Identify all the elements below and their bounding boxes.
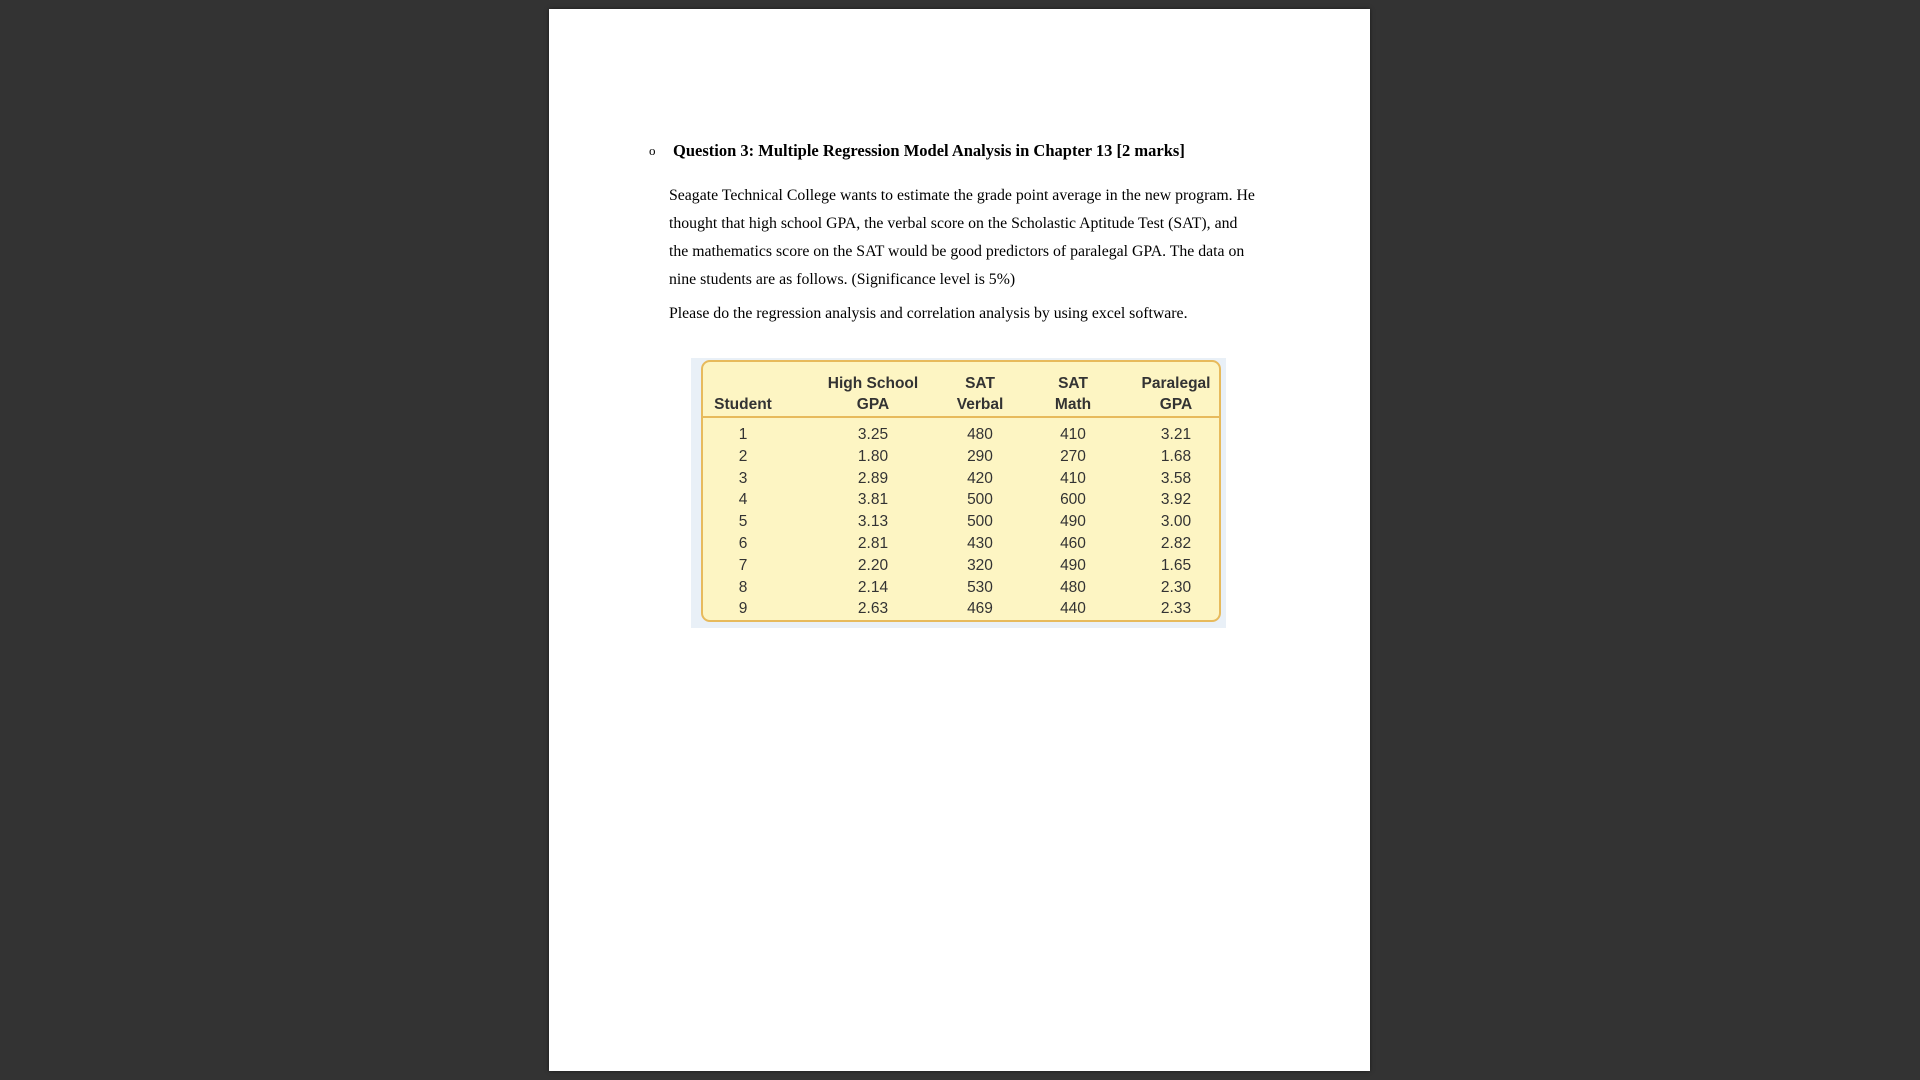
table-row bbox=[703, 446, 1219, 468]
table-row bbox=[703, 468, 1219, 490]
cell-paralegal-gpa: 3.92 bbox=[1160, 491, 1192, 509]
cell-high-school-gpa: 3.25 bbox=[857, 426, 889, 443]
cell-high-school-gpa: 2.20 bbox=[857, 556, 889, 574]
cell-sat-math: 490 bbox=[1060, 513, 1086, 531]
instruction-text: Please do the regression analysis and correlation analysis by using excel software. bbox=[669, 305, 1188, 322]
cell-high-school-gpa: 1.80 bbox=[857, 447, 889, 465]
cell-paralegal-gpa: 3.58 bbox=[1160, 469, 1192, 487]
cell-sat-math: 270 bbox=[1060, 447, 1086, 465]
table-row bbox=[703, 598, 1219, 620]
question-paragraph bbox=[669, 182, 1289, 294]
table-row bbox=[703, 489, 1219, 511]
data-table-image bbox=[691, 358, 1226, 628]
cell-sat-math: 600 bbox=[1060, 491, 1086, 509]
cell-high-school-gpa: 3.81 bbox=[857, 491, 889, 509]
cell-paralegal-gpa: 1.68 bbox=[1160, 447, 1192, 465]
header-line bbox=[703, 373, 783, 394]
cell-sat-verbal: 500 bbox=[967, 513, 993, 531]
header-line: Math bbox=[1054, 396, 1092, 413]
cell-paralegal-gpa: 2.33 bbox=[1160, 600, 1192, 618]
table-row bbox=[703, 555, 1219, 577]
cell-sat-verbal: 420 bbox=[967, 469, 993, 487]
cell-sat-verbal: 320 bbox=[967, 556, 993, 574]
table-row bbox=[703, 424, 1219, 446]
paragraph-line: nine students are as follows. (Significance level is 5%) bbox=[669, 271, 1016, 288]
cell-high-school-gpa: 2.81 bbox=[857, 534, 889, 552]
cell-sat-verbal: 469 bbox=[967, 600, 993, 618]
cell-student: 5 bbox=[738, 513, 748, 531]
table-row bbox=[703, 533, 1219, 555]
data-table bbox=[701, 360, 1221, 622]
table-row bbox=[703, 577, 1219, 599]
cell-sat-math: 410 bbox=[1060, 426, 1086, 443]
paragraph-line: thought that high school GPA, the verbal score on the Scholastic Aptitude Test (SAT), and bbox=[669, 215, 1238, 232]
cell-student: 3 bbox=[738, 469, 748, 487]
header-line: SAT bbox=[965, 375, 995, 392]
cell-paralegal-gpa: 3.00 bbox=[1160, 513, 1192, 531]
cell-student: 1 bbox=[738, 426, 748, 443]
bullet-marker: o bbox=[649, 143, 656, 158]
header-line: GPA bbox=[856, 396, 890, 413]
cell-high-school-gpa: 2.89 bbox=[857, 469, 889, 487]
header-sat-math bbox=[1033, 373, 1113, 415]
cell-student: 2 bbox=[738, 447, 748, 465]
cell-high-school-gpa: 2.14 bbox=[857, 578, 889, 596]
cell-student: 8 bbox=[738, 578, 748, 596]
header-line: High School bbox=[827, 375, 919, 392]
cell-high-school-gpa: 2.63 bbox=[857, 600, 889, 618]
document-page bbox=[549, 9, 1370, 1071]
cell-student: 7 bbox=[738, 556, 748, 574]
paragraph-line: Seagate Technical College wants to estimate the grade point average in the new program. He bbox=[669, 187, 1255, 204]
cell-sat-verbal: 500 bbox=[967, 491, 993, 509]
cell-paralegal-gpa: 3.21 bbox=[1160, 426, 1192, 443]
header-line: Verbal bbox=[956, 396, 1004, 413]
cell-sat-verbal: 530 bbox=[967, 578, 993, 596]
question-title: Question 3: Multiple Regression Model Analysis in Chapter 13 [2 marks] bbox=[673, 141, 1185, 160]
cell-sat-verbal: 430 bbox=[967, 534, 993, 552]
cell-student: 4 bbox=[738, 491, 748, 509]
header-line: Paralegal bbox=[1141, 375, 1211, 392]
cell-student: 9 bbox=[738, 600, 748, 618]
header-sat-verbal bbox=[940, 373, 1020, 415]
cell-sat-math: 480 bbox=[1060, 578, 1086, 596]
header-divider bbox=[703, 416, 1219, 418]
cell-high-school-gpa: 3.13 bbox=[857, 513, 889, 531]
table-row bbox=[703, 511, 1219, 533]
cell-student: 6 bbox=[738, 534, 748, 552]
header-paralegal-gpa bbox=[1126, 373, 1226, 415]
paragraph-line: the mathematics score on the SAT would be good predictors of paralegal GPA. The data on bbox=[669, 243, 1245, 260]
cell-sat-math: 490 bbox=[1060, 556, 1086, 574]
header-line: Student bbox=[714, 396, 772, 413]
cell-paralegal-gpa: 1.65 bbox=[1160, 556, 1192, 574]
cell-sat-math: 440 bbox=[1060, 600, 1086, 618]
header-high-school-gpa bbox=[813, 373, 933, 415]
header-line: SAT bbox=[1058, 375, 1088, 392]
cell-paralegal-gpa: 2.82 bbox=[1160, 534, 1192, 552]
table-body bbox=[703, 424, 1219, 620]
header-student bbox=[703, 373, 783, 415]
cell-sat-math: 410 bbox=[1060, 469, 1086, 487]
cell-sat-math: 460 bbox=[1060, 534, 1086, 552]
cell-paralegal-gpa: 2.30 bbox=[1160, 578, 1192, 596]
header-line: GPA bbox=[1159, 396, 1193, 413]
cell-sat-verbal: 480 bbox=[967, 426, 993, 443]
cell-sat-verbal: 290 bbox=[967, 447, 993, 465]
